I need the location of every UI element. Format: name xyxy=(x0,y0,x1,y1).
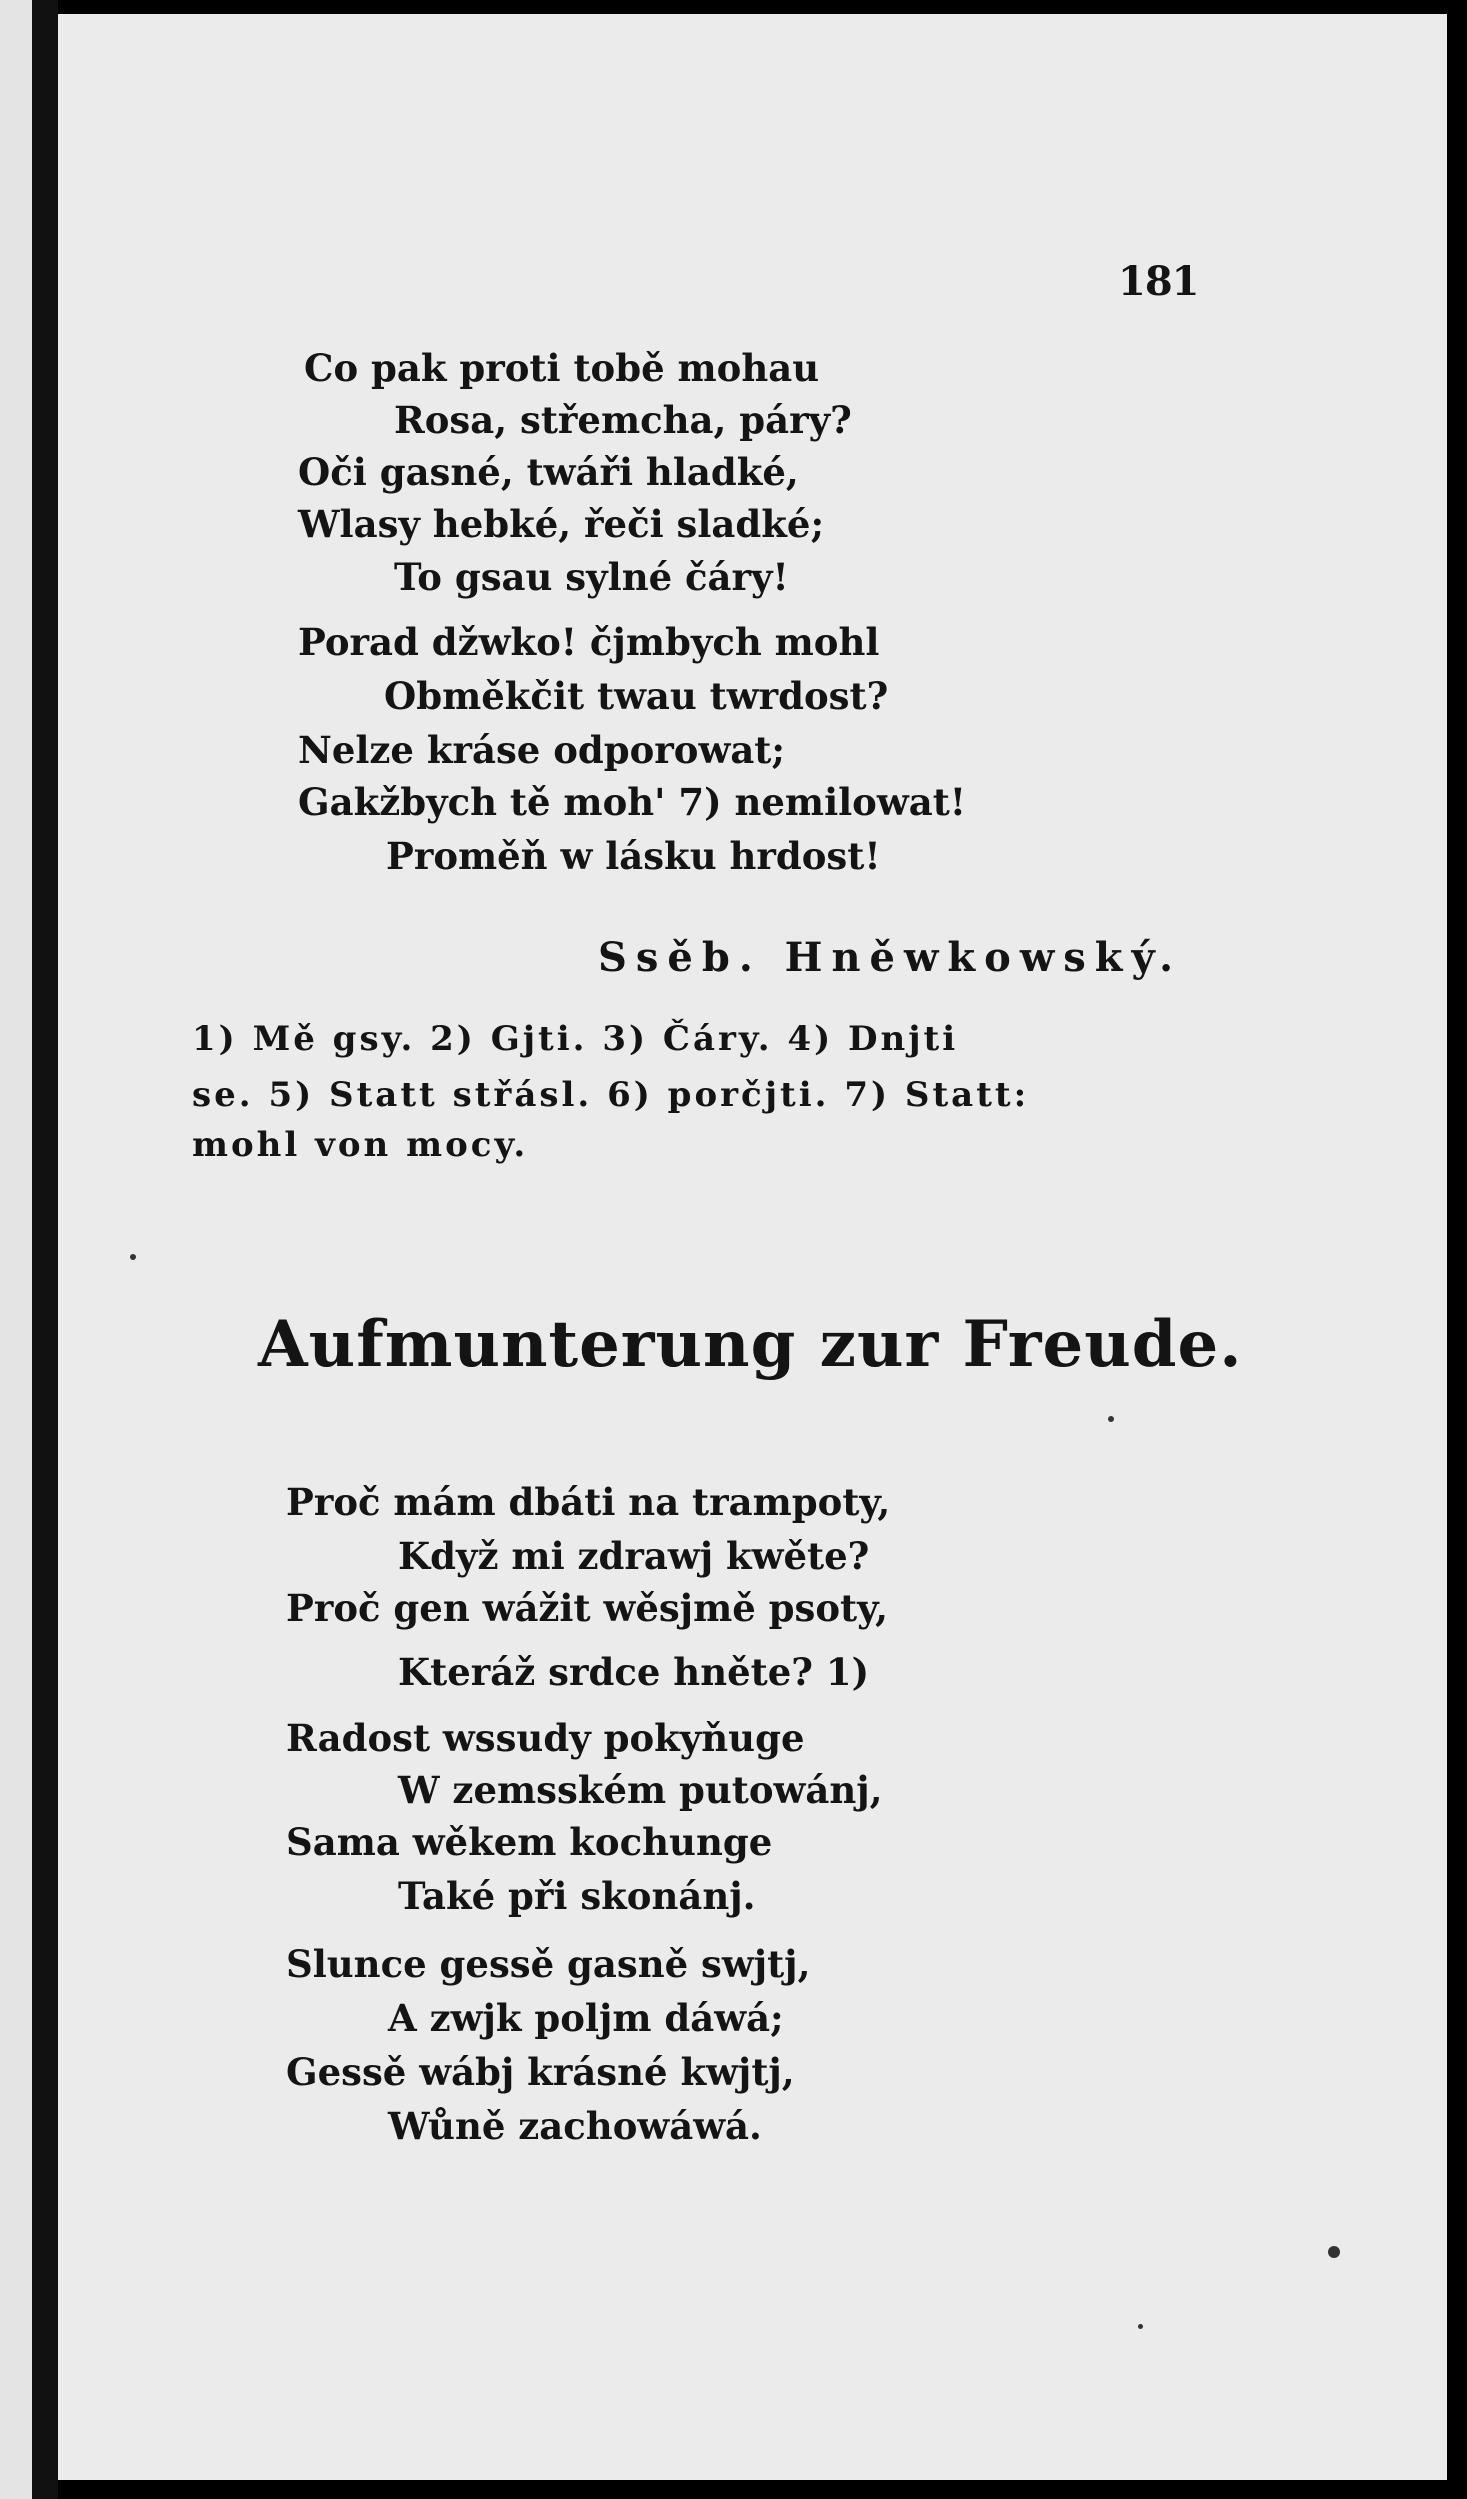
footnote-line: se. 5) Statt střásl. 6) porčjti. 7) Statt: xyxy=(192,1075,1030,1115)
poem-line: Radost wssudy pokyňuge xyxy=(286,1716,805,1760)
poem-line: Proč mám dbáti na trampoty, xyxy=(286,1480,891,1524)
poem-line: W zemsském putowánj, xyxy=(398,1768,883,1812)
scan-top-border xyxy=(0,0,1467,14)
binding-gutter xyxy=(32,0,58,2499)
section-title: Aufmunterung zur Freude. xyxy=(258,1307,1243,1382)
poem-line: Obměkčit twau twrdost? xyxy=(384,674,889,718)
poem-line: Wůně zachowáwá. xyxy=(388,2104,762,2148)
scan-speck xyxy=(130,1254,136,1260)
poem-line: Sama wěkem kochunge xyxy=(286,1820,773,1864)
poem-line: Porad džwko! čjmbych mohl xyxy=(298,620,880,664)
poem-line: Wlasy hebké, řeči sladké; xyxy=(298,502,825,546)
scan-speck xyxy=(1138,2324,1143,2329)
scan-speck xyxy=(1108,1416,1114,1422)
poem-line: Oči gasné, twáři hladké, xyxy=(298,450,799,494)
poem-line: Nelze kráse odporowat; xyxy=(298,728,786,772)
poem-line: Proč gen wážit wěsjmě psoty, xyxy=(286,1586,888,1630)
poem-line: Gessě wábj krásné kwjtj, xyxy=(286,2050,795,2094)
poem-line: A zwjk poljm dáwá; xyxy=(388,1996,784,2040)
poem-line: Co pak proti tobě mohau xyxy=(304,346,820,390)
poem-line: Slunce gessě gasně swjtj, xyxy=(286,1942,811,1986)
scan-speck xyxy=(1328,2246,1340,2258)
footnote-line: 1) Mě gsy. 2) Gjti. 3) Čáry. 4) Dnjti xyxy=(192,1019,959,1059)
poem-line: Také při skonánj. xyxy=(398,1874,756,1918)
page-number: 181 xyxy=(1118,258,1199,305)
author-signature: Ssěb. Hněwkowský. xyxy=(598,934,1183,981)
book-page xyxy=(58,14,1447,2480)
poem-line: Proměň w lásku hrdost! xyxy=(386,834,881,878)
poem-line: To gsau sylné čáry! xyxy=(394,555,789,599)
poem-line: Když mi zdrawj kwěte? xyxy=(398,1534,870,1578)
poem-line: Rosa, střemcha, páry? xyxy=(394,398,852,442)
footnote-line: mohl von mocy. xyxy=(192,1125,529,1165)
previous-page-edge xyxy=(0,0,32,2499)
poem-line: Gakžbych tě moh' 7) nemilowat! xyxy=(298,780,967,824)
poem-line: Kteráž srdce hněte? 1) xyxy=(398,1650,870,1694)
